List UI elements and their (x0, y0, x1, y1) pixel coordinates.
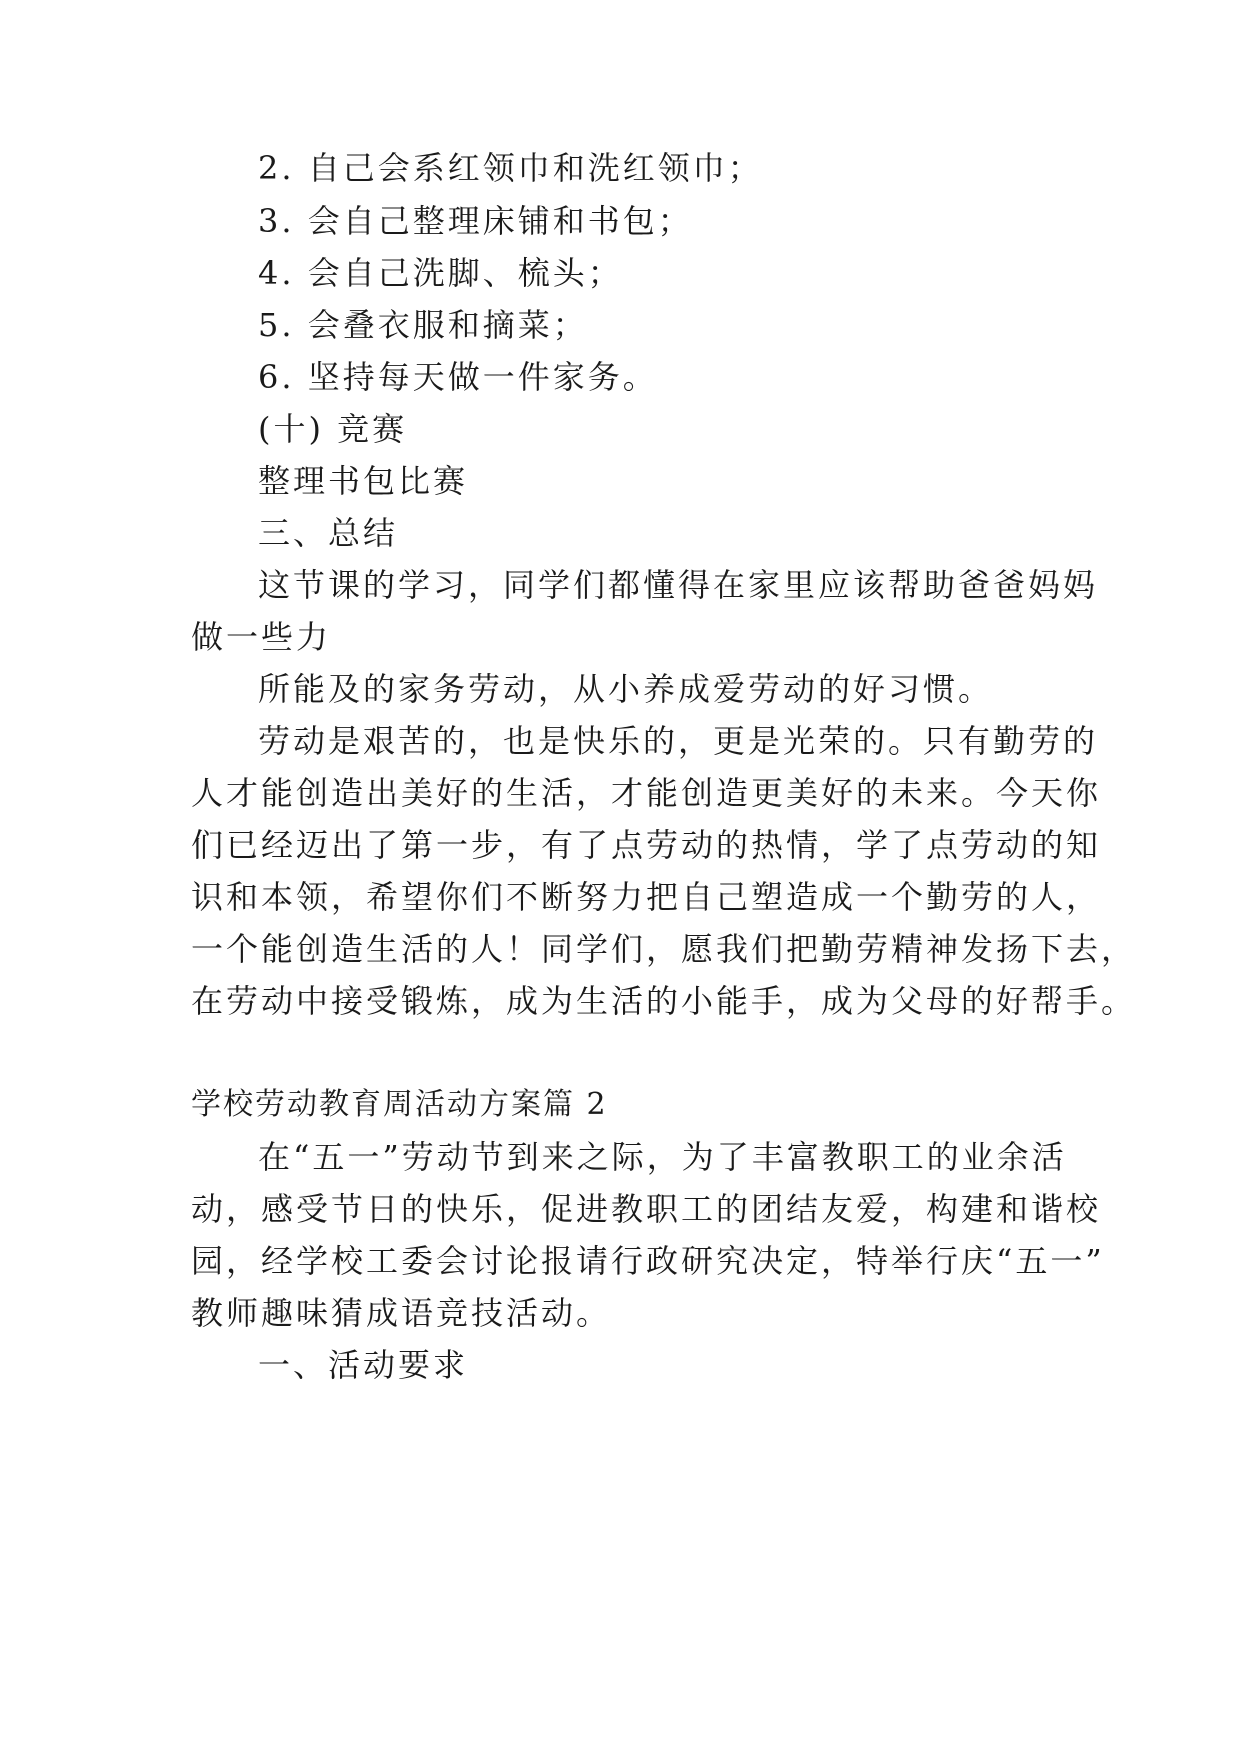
paragraph-line: 们已经迈出了第一步，有了点劳动的热情，学了点劳动的知 (191, 826, 1102, 864)
section-heading: (十) 竞赛 (258, 410, 408, 448)
document-title: 学校劳动教育周活动方案篇 2 (191, 1087, 608, 1122)
paragraph-line: 劳动是艰苦的，也是快乐的，更是光荣的。只有勤劳的 (258, 722, 1099, 760)
section-heading: 三、总结 (258, 514, 399, 552)
paragraph-line: 一个能创造生活的人！同学们，愿我们把勤劳精神发扬下去， (191, 930, 1137, 968)
paragraph-line: 做一些力 (191, 618, 332, 656)
section-heading: 一、活动要求 (258, 1346, 469, 1384)
paragraph-line: 所能及的家务劳动，从小养成爱劳动的好习惯。 (258, 670, 994, 708)
paragraph-line: 在“五一”劳动节到来之际，为了丰富教职工的业余活 (258, 1138, 1067, 1176)
paragraph-line: 人才能创造出美好的生活，才能创造更美好的未来。今天你 (191, 774, 1102, 812)
paragraph-line: 整理书包比赛 (258, 462, 469, 500)
list-item: 3. 会自己整理床铺和书包； (258, 202, 693, 240)
paragraph-line: 识和本领，希望你们不断努力把自己塑造成一个勤劳的人， (191, 878, 1102, 916)
paragraph-line: 动，感受节日的快乐，促进教职工的团结友爱，构建和谐校 (191, 1190, 1102, 1228)
list-item: 4. 会自己洗脚、梳头； (258, 254, 623, 292)
paragraph-line: 教师趣味猜成语竞技活动。 (191, 1294, 612, 1332)
list-item: 2. 自己会系红领巾和洗红领巾； (258, 149, 763, 187)
paragraph-line: 这节课的学习，同学们都懂得在家里应该帮助爸爸妈妈 (258, 566, 1099, 604)
list-item: 5. 会叠衣服和摘菜； (258, 306, 588, 344)
paragraph-line: 园，经学校工委会讨论报请行政研究决定，特举行庆“五一” (191, 1242, 1105, 1280)
list-item: 6. 坚持每天做一件家务。 (258, 358, 658, 396)
paragraph-line: 在劳动中接受锻炼，成为生活的小能手，成为父母的好帮手。 (191, 982, 1137, 1020)
